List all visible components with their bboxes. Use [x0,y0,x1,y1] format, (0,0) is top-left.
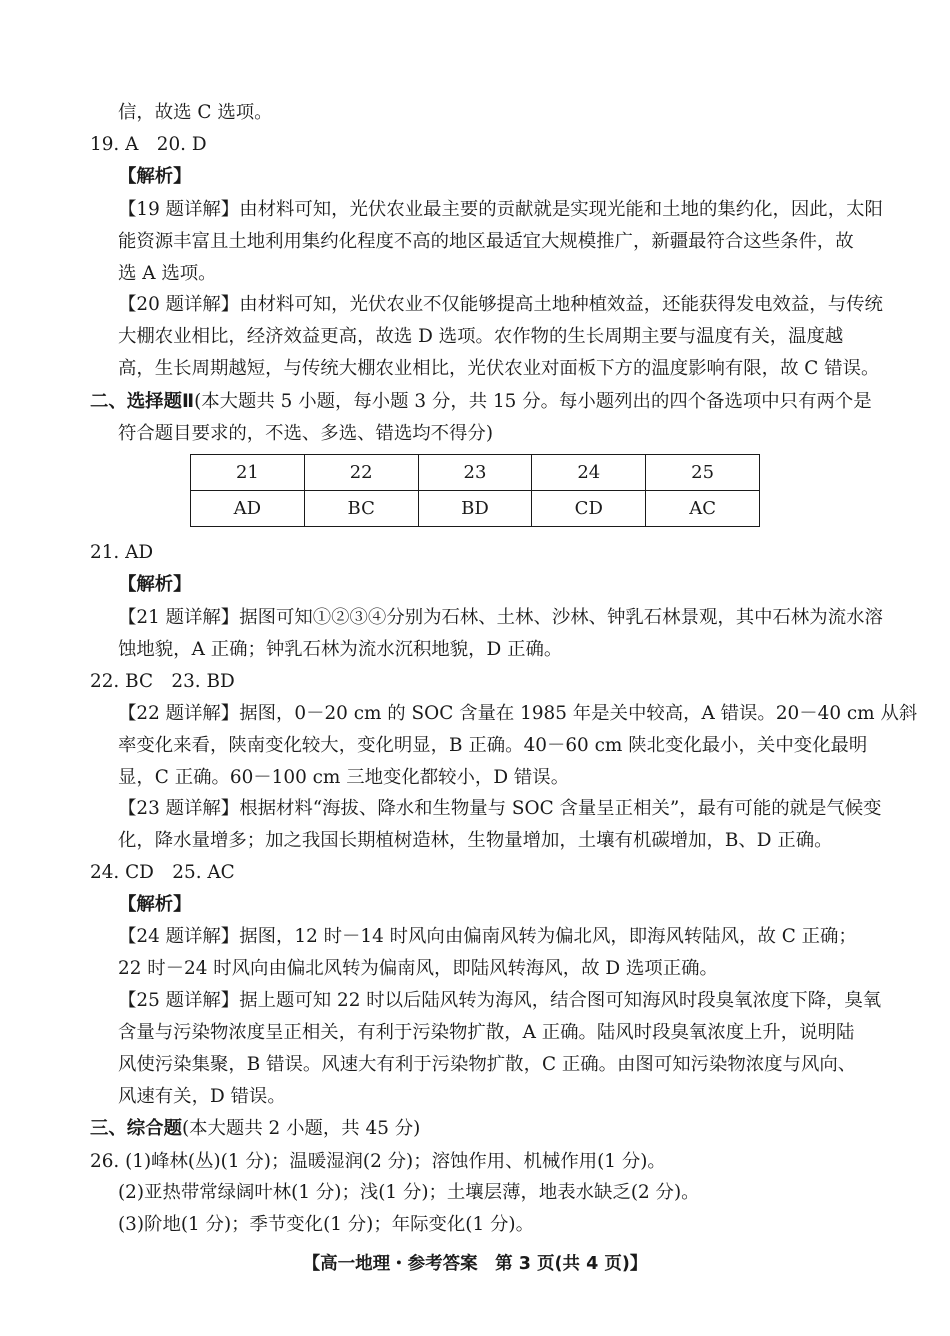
analysis-heading: 【解析】 [118,166,192,187]
section-2-note: (本大题共 5 小题，每小题 3 分，共 15 分。每小题列出的四个备选项中只有两个是 [194,391,872,412]
page-footer: 【高一地理・参考答案 第 3 页(共 4 页)】 [302,1254,648,1274]
question-number-cell: 24 [532,455,646,491]
question-number-cell: 21 [191,455,305,491]
question-number-cell: 23 [418,455,532,491]
section-2-heading: 二、选择题Ⅱ [90,391,195,412]
text-line: 选 A 选项。 [118,263,217,284]
text-line: 22 时－24 时风向由偏北风转为偏南风，即陆风转海风，故 D 选项正确。 [118,958,718,979]
answer-cell: BC [304,491,418,527]
text-line: 化，降水量增多；加之我国长期植树造林，生物量增加，土壤有机碳增加，B、D 正确。 [118,830,833,851]
section-2-heading-line [90,390,872,414]
section-3-heading-line [90,1117,420,1141]
answer-line: (2)亚热带常绿阔叶林(1 分)；浅(1 分)；土壤层薄，地表水缺乏(2 分)。 [118,1182,700,1203]
answer-table-header-row [191,455,760,491]
question-number-cell: 22 [304,455,418,491]
analysis-heading: 【解析】 [118,574,192,595]
text-line: 含量与污染物浓度呈正相关，有利于污染物扩散，A 正确。陆风时段臭氧浓度上升，说明陆 [118,1022,855,1043]
text-line: 高，生长周期越短，与传统大棚农业相比，光伏农业对面板下方的温度影响有限，故 C 错误。 [118,358,880,379]
text-line: 风速有关，D 错误。 [118,1086,286,1107]
answer-cell: AD [191,491,305,527]
answer-line: 26. (1)峰林(丛)(1 分)；温暖湿润(2 分)；溶蚀作用、机械作用(1 分)。 [90,1151,666,1172]
text-line: 【21 题详解】据图可知①②③④分别为石林、土林、沙林、钟乳石林景观，其中石林为流水溶 [118,607,883,628]
answer-cell: AC [646,491,760,527]
text-line: 显，C 正确。60－100 cm 三地变化都较小，D 错误。 [118,767,570,788]
text-line: 能资源丰富且土地利用集约化程度不高的地区最适宜大规模推广，新疆最符合这些条件，故 [118,231,854,252]
text-line: 【22 题详解】据图，0－20 cm 的 SOC 含量在 1985 年是关中较高，A 错误。20－40 cm 从斜 [118,703,918,724]
section-3-note: (本大题共 2 小题，共 45 分) [181,1118,421,1139]
text-line: 【25 题详解】据上题可知 22 时以后陆风转为海风，结合图可知海风时段臭氧浓度下降，臭氧 [118,990,882,1011]
text-line: 【19 题详解】由材料可知，光伏农业最主要的贡献就是实现光能和土地的集约化，因此，太阳 [118,199,883,220]
answer-key-line: 22. BC 23. BD [90,671,235,692]
answer-table [190,454,760,527]
analysis-heading: 【解析】 [118,894,192,915]
text-line: 【23 题详解】根据材料“海拔、降水和生物量与 SOC 含量呈正相关”，最有可能的就是气候变 [118,798,882,819]
text-line: 风使污染集聚，B 错误。风速大有利于污染物扩散，C 正确。由图可知污染物浓度与风向、 [118,1054,857,1075]
answer-line: (3)阶地(1 分)；季节变化(1 分)；年际变化(1 分)。 [118,1214,534,1235]
text-line: 蚀地貌，A 正确；钟乳石林为流水沉积地貌，D 正确。 [118,639,563,660]
text-line: 【20 题详解】由材料可知，光伏农业不仅能够提高土地种植效益，还能获得发电效益，与传统 [118,294,883,315]
answer-cell: BD [418,491,532,527]
text-line: 信，故选 C 选项。 [118,102,273,123]
text-line: 【24 题详解】据图，12 时－14 时风向由偏南风转为偏北风，即海风转陆风，故 C 正确； [118,926,857,947]
answer-table-answer-row [191,491,760,527]
answer-key-line: 19. A 20. D [90,134,207,155]
answer-cell: CD [532,491,646,527]
question-number-cell: 25 [646,455,760,491]
answer-key-line: 21. AD [90,542,154,563]
section-3-heading: 三、综合题 [90,1118,182,1139]
text-line: 率变化来看，陕南变化较大，变化明显，B 正确。40－60 cm 陕北变化最小，关中变化最明 [118,735,868,756]
answer-key-line: 24. CD 25. AC [90,862,235,883]
section-2-note-cont: 符合题目要求的，不选、多选、错选均不得分) [118,423,493,444]
text-line: 大棚农业相比，经济效益更高，故选 D 选项。农作物的生长周期主要与温度有关，温度越 [118,326,844,347]
